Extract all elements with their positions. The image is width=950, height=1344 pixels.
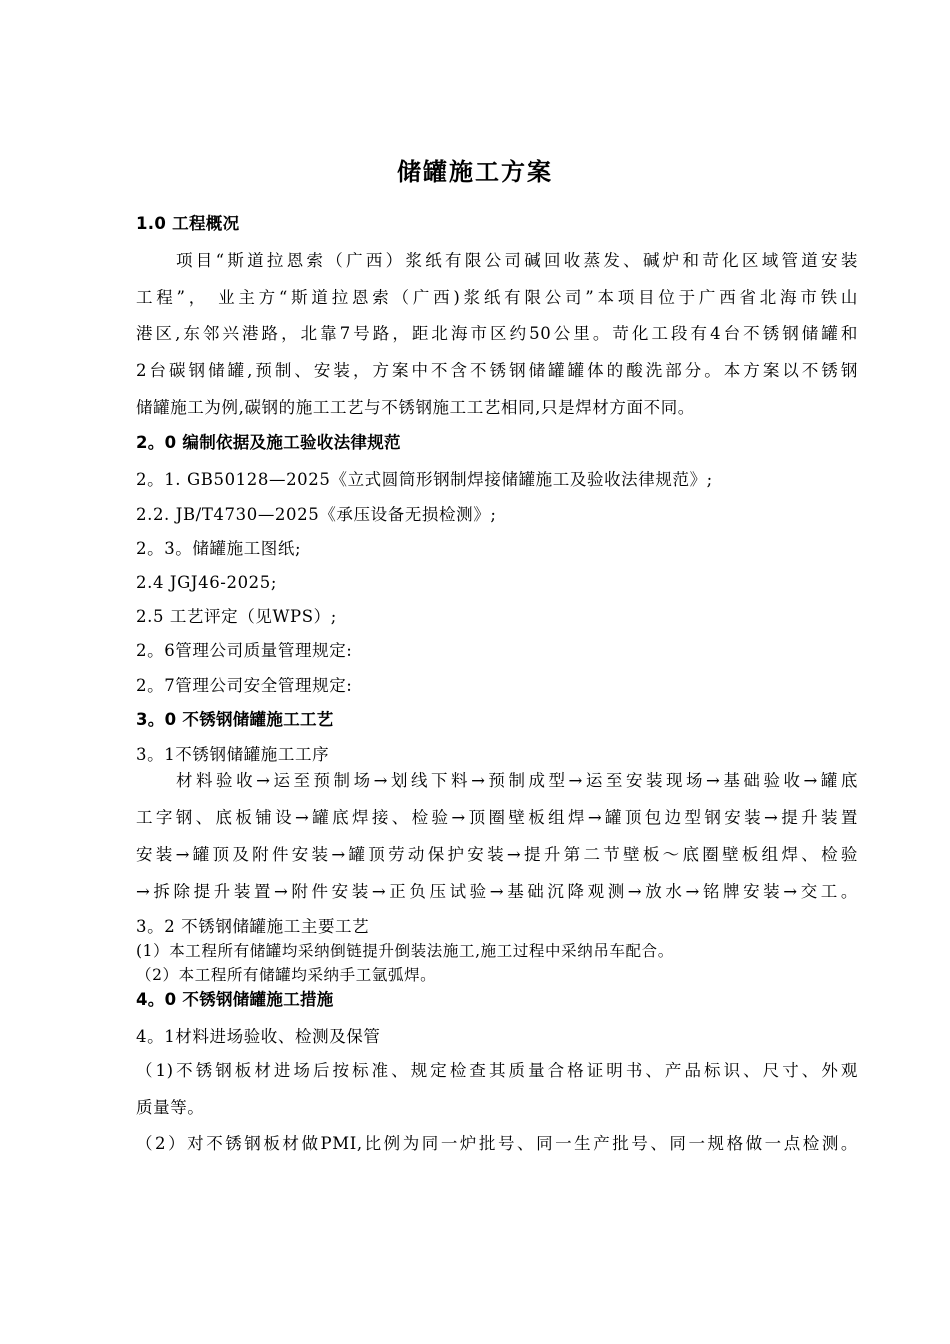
process-line: 材料验收→运至预制场→划线下料→预制成型→运至安装现场→基础验收→罐底 xyxy=(176,771,858,790)
section-heading-1: 1.0 工程概况 xyxy=(136,214,240,233)
document-title: 储罐施工方案 xyxy=(397,158,553,186)
list-item: 2.2. JB/T4730—2025《承压设备无损检测》; xyxy=(136,505,497,524)
list-item: 2。1. GB50128—2025《立式圆筒形钢制焊接储罐施工及验收法律规范》; xyxy=(136,470,713,489)
process-line: 工字钢、底板铺设→罐底焊接、检验→顶圈壁板组焊→罐顶包边型钢安装→提升装置 xyxy=(136,808,858,827)
paragraph-line: 港区,东邻兴港路，北靠7号路，距北海市区约50公里。苛化工段有4台不锈钢储罐和 xyxy=(136,324,858,343)
process-line: →拆除提升装置→附件安装→正负压试验→基础沉降观测→放水→铭牌安装→交工。 xyxy=(136,882,858,901)
section-heading-4: 4。0 不锈钢储罐施工措施 xyxy=(136,990,334,1009)
paragraph-line: 工程”， 业主方“斯道拉恩索（广西)浆纸有限公司”本项目位于广西省北海市铁山 xyxy=(136,288,858,307)
paragraph-line: 项目“斯道拉恩索（广西）浆纸有限公司碱回收蒸发、碱炉和苛化区域管道安装 xyxy=(176,251,858,270)
subsection-heading: 4。1材料进场验收、检测及保管 xyxy=(136,1027,381,1046)
list-item: 质量等。 xyxy=(136,1098,205,1117)
list-item: (1）本工程所有储罐均采纳倒链提升倒装法施工,施工过程中采纳吊车配合。 xyxy=(136,942,674,960)
list-item: 2.4 JGJ46-2025; xyxy=(136,573,278,592)
subsection-heading: 3。2 不锈钢储罐施工主要工艺 xyxy=(136,917,370,936)
list-item: （2）对不锈钢板材做PMI,比例为同一炉批号、同一生产批号、同一规格做一点检测。 xyxy=(136,1134,858,1153)
list-item: 2。3。储罐施工图纸; xyxy=(136,539,302,558)
list-item: （1)不锈钢板材进场后按标准、规定检查其质量合格证明书、产品标识、尺寸、外观 xyxy=(136,1061,858,1080)
list-item: 2。6管理公司质量管理规定: xyxy=(136,641,353,660)
list-item: （2）本工程所有储罐均采纳手工氩弧焊。 xyxy=(136,966,437,984)
list-item: 2。7管理公司安全管理规定: xyxy=(136,676,353,695)
section-heading-2: 2。0 编制依据及施工验收法律规范 xyxy=(136,433,401,452)
list-item: 2.5 工艺评定（见WPS）; xyxy=(136,607,337,626)
paragraph-line: 2台碳钢储罐,预制、安装，方案中不含不锈钢储罐罐体的酸洗部分。本方案以不锈钢 xyxy=(136,361,858,380)
subsection-heading: 3。1不锈钢储罐施工工序 xyxy=(136,745,330,764)
process-line: 安装→罐顶及附件安装→罐顶劳动保护安装→提升第二节壁板～底圈壁板组焊、检验 xyxy=(136,845,858,864)
section-heading-3: 3。0 不锈钢储罐施工工艺 xyxy=(136,710,334,729)
paragraph-line: 储罐施工为例,碳钢的施工工艺与不锈钢施工工艺相同,只是焊材方面不同。 xyxy=(136,398,695,417)
